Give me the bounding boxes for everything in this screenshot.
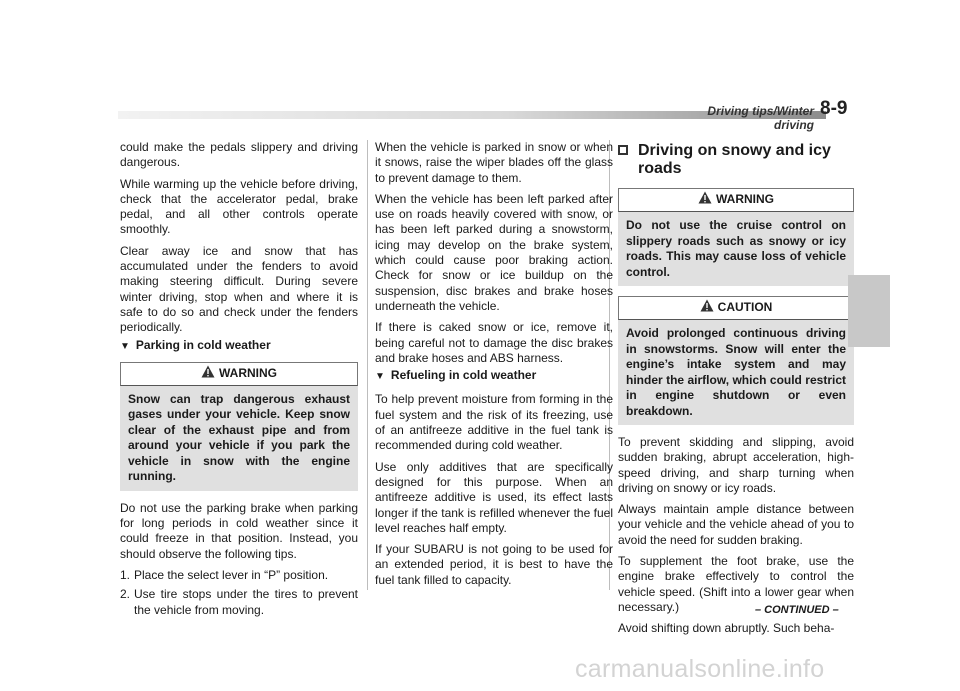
column-1 — [120, 140, 358, 622]
step-text: Use tire stops under the tires to prevent the vehicle from moving. — [134, 587, 358, 617]
caution-box — [618, 320, 854, 425]
warning-triangle-icon — [700, 299, 714, 316]
chapter-thumb-tab — [848, 275, 890, 347]
column-2 — [375, 140, 613, 594]
running-header: Driving tips/Winter driving — [707, 104, 814, 132]
paragraph: Clear away ice and snow that has accumulated under the fenders to avoid making steering difficult. During severe winter driving, stop when and where it is safe to do so and check under the fenders periodically. — [120, 243, 358, 335]
list-item — [120, 568, 358, 583]
paragraph: To help prevent moisture from forming in the fuel system and the risk of its freezing, use of an antifreeze additive in the fuel tank is recommended during cold weather. — [375, 392, 613, 453]
caution-header: CAUTION — [618, 296, 854, 320]
paragraph: Always maintain ample distance between your vehicle and the vehicle ahead of you to avoid the need for sudden braking. — [618, 502, 854, 547]
triangle-bullet-icon: ▼ — [375, 371, 385, 383]
warning-box — [120, 386, 358, 491]
subheading-refueling: ▼ Refueling in cold weather — [375, 368, 537, 383]
paragraph: To supplement the foot brake, use the engine brake effectively to control the vehicle speed. (Shift into a lower gear when necessary.) — [618, 554, 854, 614]
continued-label: – CONTINUED – — [755, 604, 839, 616]
warning-text: Do not use the cruise control on slippery roads such as snowy or icy roads. This may cause loss of vehicle control. — [626, 218, 846, 279]
paragraph: While warming up the vehicle before driving, check that the accelerator pedal, brake pedal, and all other controls operate smoothly. — [120, 176, 358, 237]
paragraph: Do not use the parking brake when parking for long periods in cold weather since it could freeze in that position. Instead, you should observe the following tips. — [120, 500, 358, 561]
list-item — [120, 587, 358, 618]
paragraph: To prevent skidding and slipping, avoid sudden braking, abrupt acceleration, high-speed driving, and sharp turning when driving on snowy or icy roads. — [618, 435, 854, 495]
paragraph: Use only additives that are specifically designed for this purpose. When an antifreeze additive is used, its effect lasts longer if the tank is refilled whenever the fuel level reaches half empty. — [375, 459, 613, 535]
page-number: 8-9 — [820, 98, 848, 119]
column-divider — [367, 140, 368, 590]
paragraph: If your SUBARU is not going to be used for an extended period, it is best to have the fuel tank filled to capacity. — [375, 542, 613, 587]
column-3 — [618, 140, 854, 643]
step-number: 2. — [120, 587, 131, 602]
paragraph: Avoid shifting down abruptly. Such beha- — [618, 621, 835, 636]
warning-triangle-icon — [698, 191, 712, 208]
watermark: carmanualsonline.info — [575, 655, 825, 683]
subheading-parking: ▼ Parking in cold weather — [120, 337, 271, 352]
warning-triangle-icon — [201, 365, 215, 382]
warning-box — [618, 212, 854, 286]
step-number: 1. — [120, 568, 131, 583]
triangle-bullet-icon: ▼ — [120, 340, 130, 352]
caution-text: Avoid prolonged continuous driving in snowstorms. Snow will enter the engine’s intake system and may hinder the airflow, which could restrict in engine shutdown or even breakdown. — [626, 326, 846, 418]
paragraph: If there is caked snow or ice, remove it, being careful not to damage the disc brakes and brake hoses and ABS harness. — [375, 320, 613, 365]
square-marker-icon — [618, 145, 628, 155]
warning-header: WARNING — [618, 188, 854, 212]
warning-header: WARNING — [120, 362, 358, 386]
step-text: Place the select lever in “P” position. — [134, 568, 329, 583]
paragraph: When the vehicle is parked in snow or when it snows, raise the wiper blades off the glass to prevent damage to them. — [375, 140, 613, 185]
warning-text: Snow can trap dangerous exhaust gases under your vehicle. Keep snow clear of the exhaust pipe and from around your vehicle if you park the vehicle in snow with the engine running. — [128, 391, 350, 484]
section-title: Driving on snowy and icy roads — [618, 142, 854, 178]
paragraph: When the vehicle has been left parked after use on roads heavily covered with snow, or has been left parked during a snowstorm, icing may develop on the brake system, which could cause poor braking action. Check for snow or ice buildup on the suspension, disc brakes and brake hoses underneath the vehicle. — [375, 191, 613, 313]
paragraph: could make the pedals slippery and driving dangerous. — [120, 140, 358, 170]
